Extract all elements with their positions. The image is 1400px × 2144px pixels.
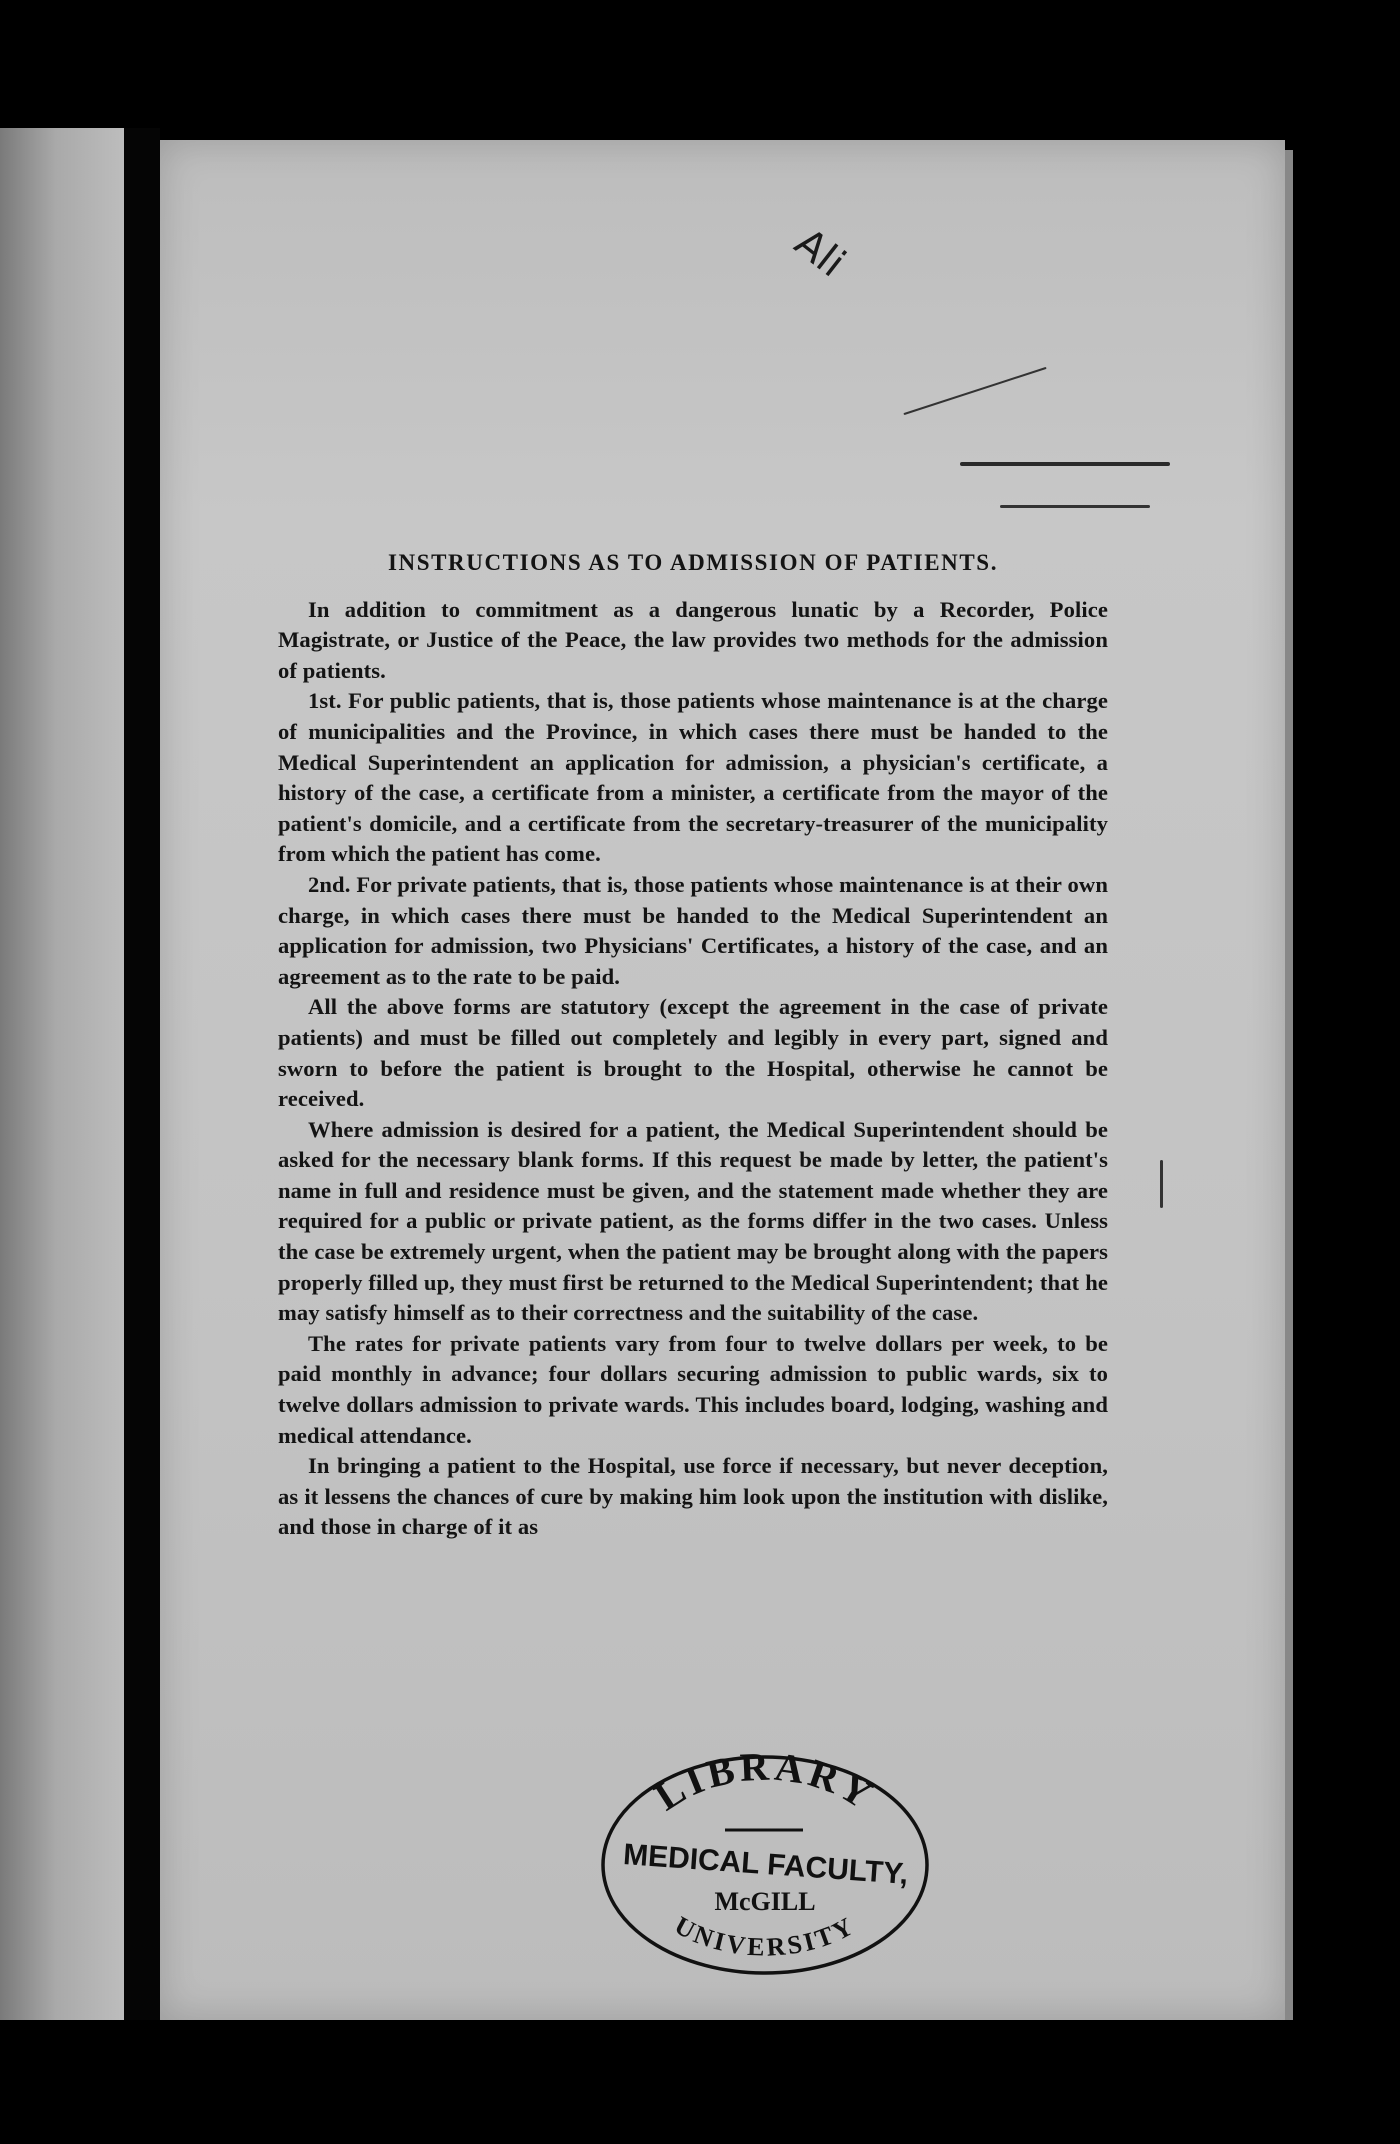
paragraph: The rates for private patients vary from four to twelve dollars per week, to be paid monthly in advance; four dollars securing admission to public wards, six to twelve dollars admission to private wards. This includes board, lodging, washing and medical attendance.: [278, 1330, 1108, 1448]
pencil-stroke: [1160, 1160, 1163, 1208]
document-title: INSTRUCTIONS AS TO ADMISSION OF PATIENTS.: [387, 550, 999, 575]
paragraph: In addition to commitment as a dangerous lunatic by a Recorder, Police Magistrate, or Justice of the Peace, the law provides two methods for the admission of patients.: [278, 596, 1108, 683]
pencil-stroke: [960, 462, 1170, 466]
pencil-stroke: [1000, 505, 1150, 508]
svg-text:UNIVERSITY: [670, 1911, 861, 1962]
paragraph: In bringing a patient to the Hospital, use force if necessary, but never deception, as it lessens the chances of cure by making him look upon the institution with dislike, and those in charge of it as: [278, 1453, 1108, 1540]
library-stamp: [597, 1752, 933, 1978]
paragraph: 2nd. For private patients, that is, those patients whose maintenance is at their own charge, in which cases there must be handed to the Medical Superintendent an application for admission, two Physicians' Certificates, a history of the case, and an agreement as to the rate to be paid.: [278, 871, 1108, 989]
paragraph: All the above forms are statutory (except the agreement in the case of private patients) and must be filled out completely and legibly in every part, signed and sworn to before the patient is brought to the Hospital, otherwise he cannot be received.: [278, 994, 1108, 1112]
stamp-top-text: LIBRARY: [646, 1752, 884, 1820]
stamp-bottom-text: UNIVERSITY: [669, 1910, 861, 1962]
paragraph: Where admission is desired for a patient, the Medical Superintendent should be asked for the necessary blank forms. If this request be made by letter, the patient's name in full and residence must be given, and the statement made whether they are required for a public or private patient, as the forms differ in the two cases. Unless the case be extremely urgent, when the patient may be brought along with the papers properly filled up, they must first be returned to the Medical Superintendent; that he may satisfy himself as to their correctness and the suitability of the case.: [278, 1116, 1108, 1326]
stamp-line1: MEDICAL FACULTY,: [622, 1838, 910, 1891]
document-body: [278, 548, 1108, 1543]
book-gutter: [124, 128, 160, 2020]
page-right-edge: [1285, 150, 1293, 2020]
stamp-line2: McGILL: [714, 1887, 816, 1916]
paragraph: 1st. For public patients, that is, those patients whose maintenance is at the charge of municipalities and the Province, in which cases there must be handed to the Medical Superintendent an application for admission, a physician's certificate, a history of the case, a certificate from a minister, a certificate from the mayor of the patient's domicile, and a certificate from the secretary-treasurer of the municipality from which the patient has come.: [278, 688, 1108, 867]
svg-text:LIBRARY: [647, 1752, 884, 1819]
pencil-annotation: Ali: [786, 219, 854, 287]
facing-page-edge: [0, 128, 124, 2020]
